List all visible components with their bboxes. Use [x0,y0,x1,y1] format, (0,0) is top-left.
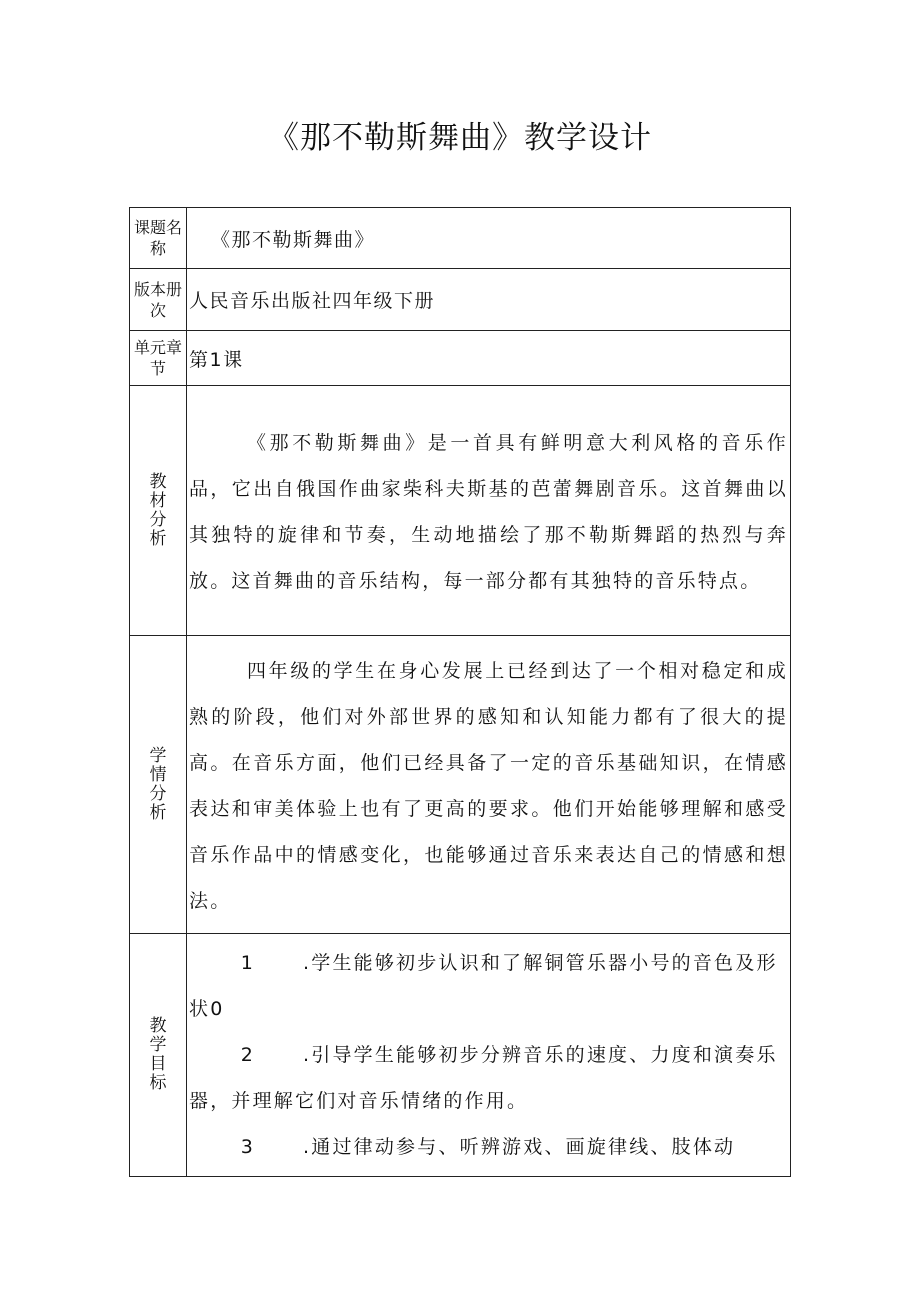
teaching-goals-cell [187,934,791,1177]
material-analysis-cell [187,386,791,636]
goal-number: 3 [240,1136,255,1158]
goal-number: 1 [240,952,255,974]
goal-text: .学生能够初步认识和了解铜管乐器小号的音色及形状0 [189,952,778,1020]
student-analysis-text: 四年级的学生在身心发展上已经到达了一个相对稳定和成熟的阶段，他们对外部世界的感知和认知能力都有了很大的提高。在音乐方面，他们已经具备了一定的音乐基础知识，在情感表达和审美体验上也有了更高的要求。他们开始能够理解和感受音乐作品中的情感变化，也能够通过音乐来表达自己的情感和想法。 [189,659,788,912]
student-analysis-cell [187,636,791,934]
row-label-material: 教材分析 [130,386,187,636]
goal-item [189,940,788,1032]
edition-value: 人民音乐出版社四年级下册 [187,269,791,331]
table-row [130,208,791,269]
row-label-edition: 版本册次 [130,269,187,331]
chapter-value: 第1课 [187,331,791,386]
row-label-goals: 教学目标 [130,934,187,1177]
row-label-students: 学情分析 [130,636,187,934]
material-analysis-text: 《那不勒斯舞曲》是一首具有鲜明意大利风格的音乐作品，它出自俄国作曲家柴科夫斯基的芭蕾舞剧音乐。这首舞曲以其独特的旋律和节奏，生动地描绘了那不勒斯舞蹈的热烈与奔放。这首舞曲的音乐结构，每一部分都有其独特的音乐特点。 [189,431,788,592]
row-label-course-title: 课题名称 [130,208,187,269]
table-row [130,331,791,386]
course-title-value: 《那不勒斯舞曲》 [187,208,791,269]
table-row [130,636,791,934]
table-row [130,934,791,1177]
goal-text: .引导学生能够初步分辨音乐的速度、力度和演奏乐器，并理解它们对音乐情绪的作用。 [189,1044,778,1112]
goal-item [189,1124,788,1170]
document-title: 《那不勒斯舞曲》教学设计 [268,120,652,156]
row-label-chapter: 单元章节 [130,331,187,386]
table-row [130,269,791,331]
goal-item [189,1032,788,1124]
goal-text: .通过律动参与、听辨游戏、画旋律线、肢体动 [303,1136,736,1158]
lesson-plan-table [129,207,791,1177]
table-row [130,386,791,636]
goal-number: 2 [240,1044,255,1066]
